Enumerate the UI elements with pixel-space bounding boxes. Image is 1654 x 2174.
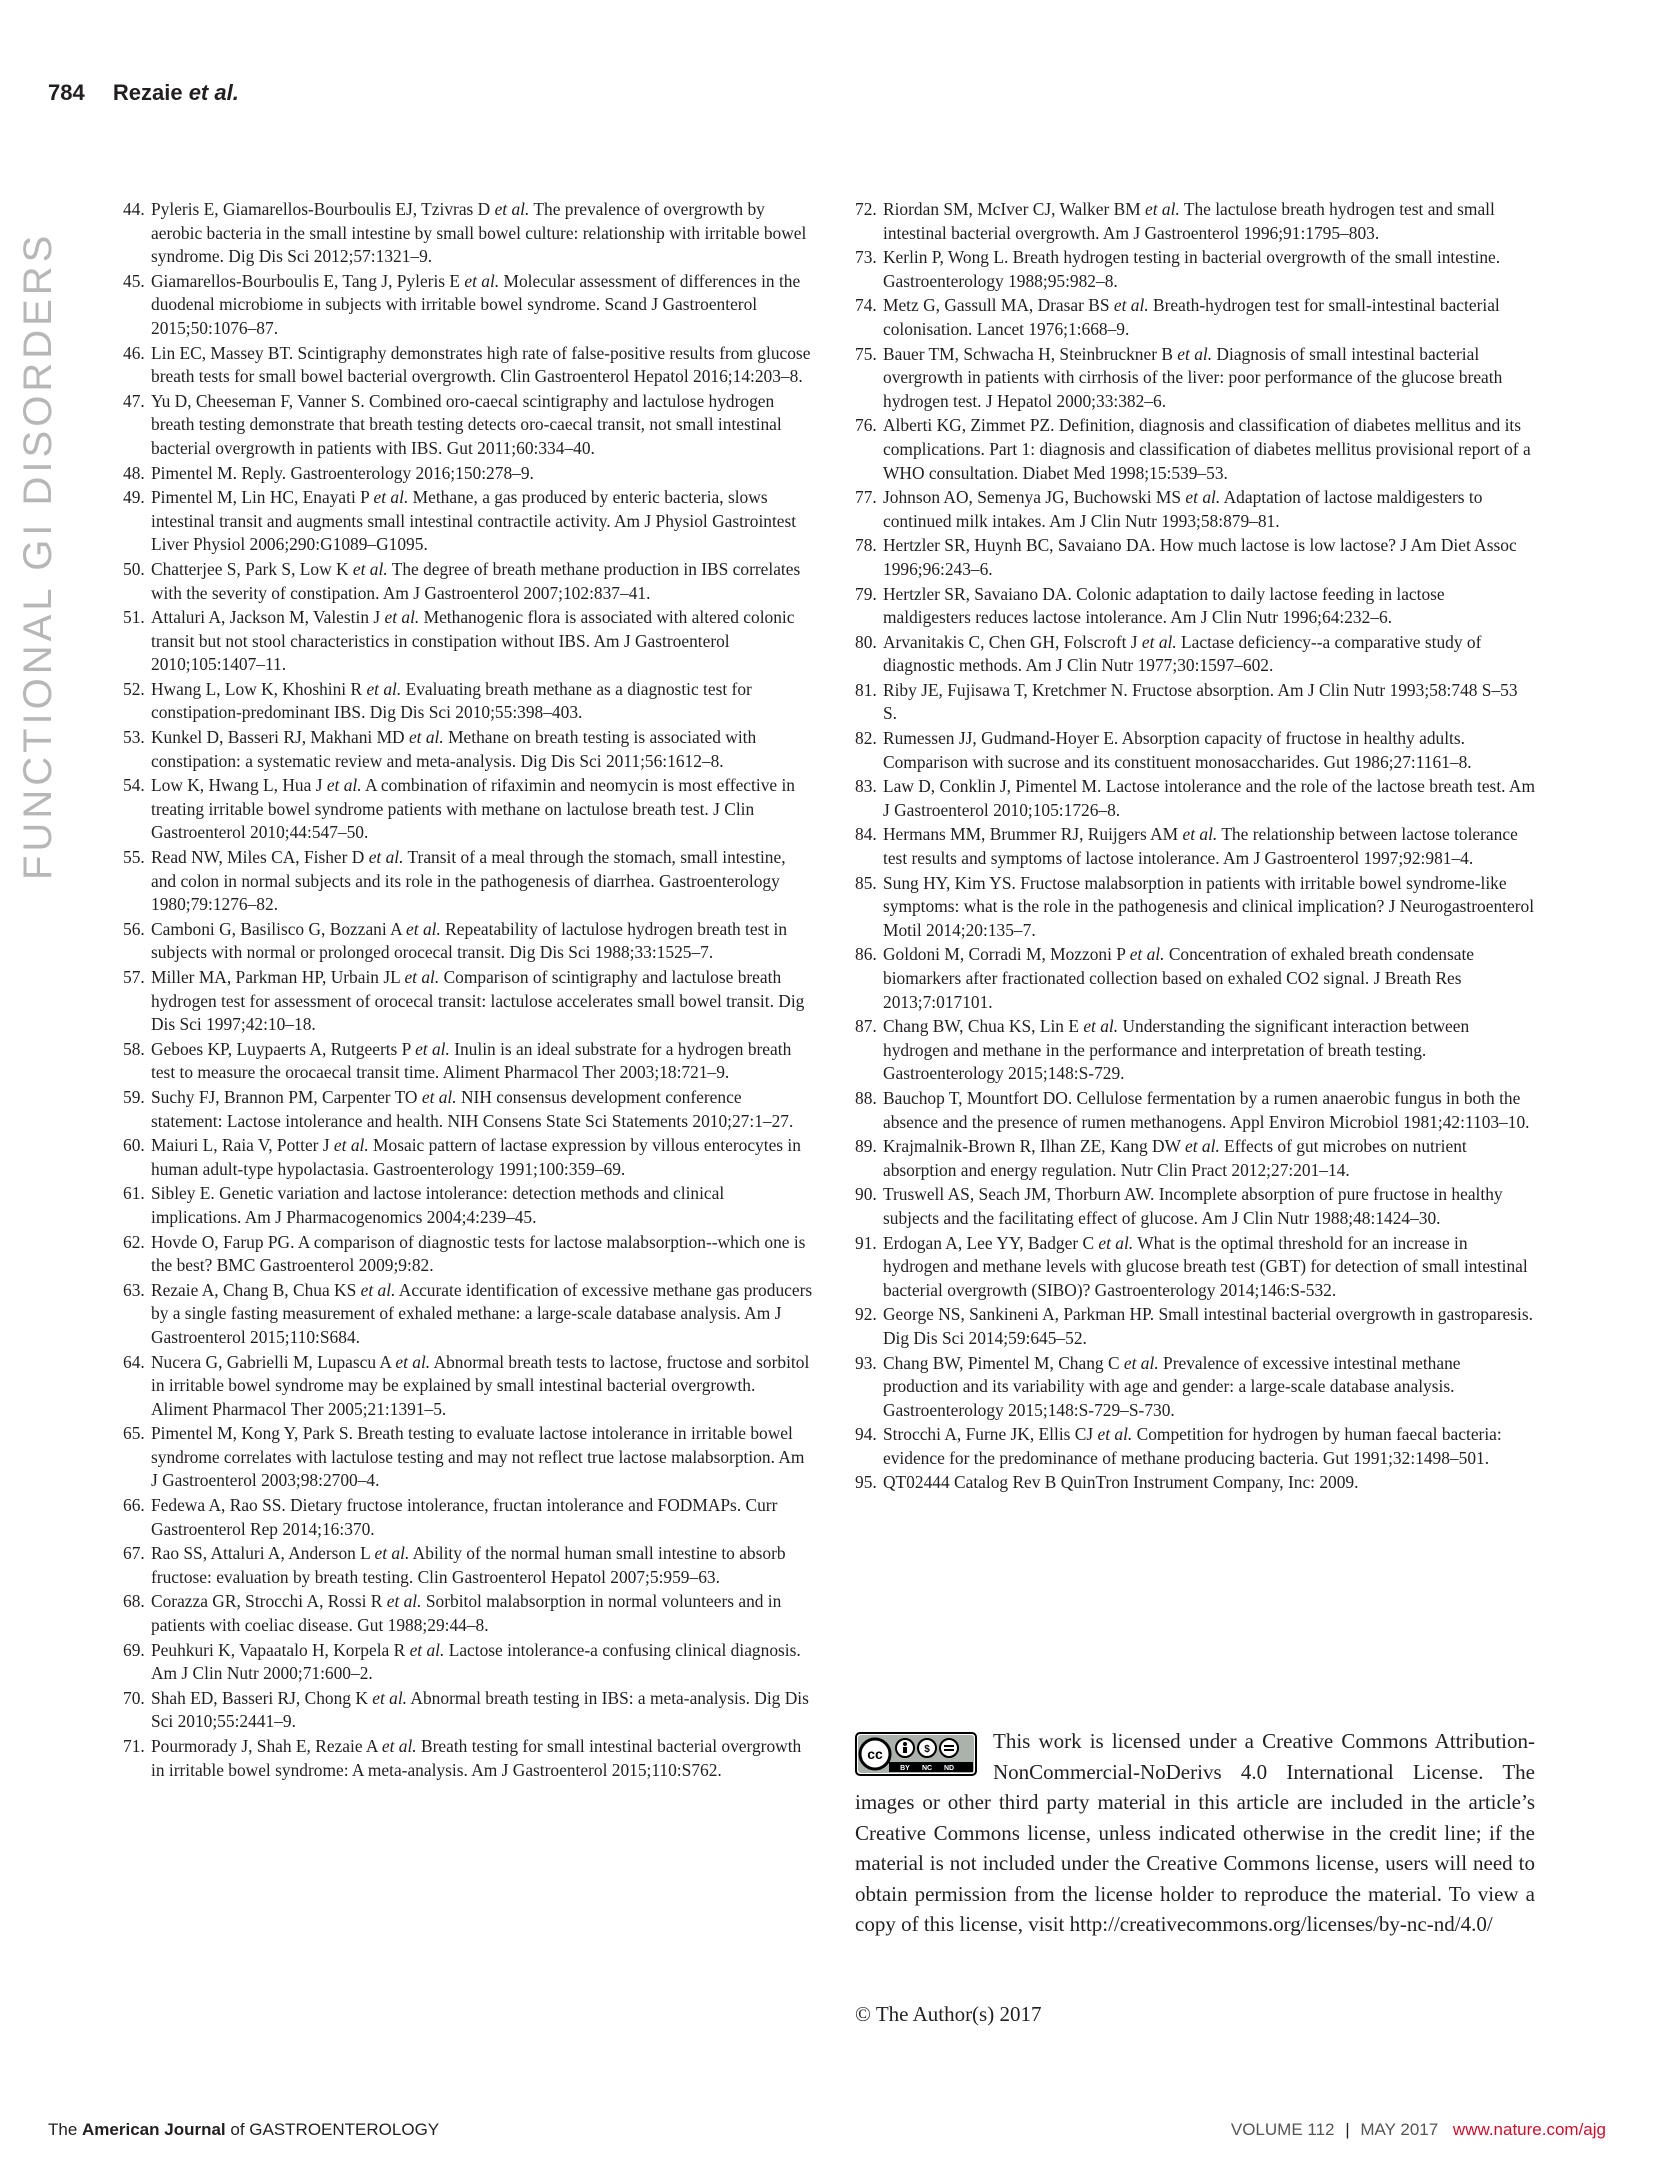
- reference-text: Riby JE, Fujisawa T, Kretchmer N. Fructose absorption. Am J Clin Nutr 1993;58:748 S–53 S.: [883, 679, 1518, 724]
- reference-number: 50.: [123, 558, 145, 579]
- reference-item: [123, 1590, 813, 1637]
- reference-item: [855, 679, 1535, 726]
- footer-issue: [1231, 2120, 1606, 2140]
- reference-item: [123, 1687, 813, 1734]
- reference-number: 56.: [123, 918, 145, 939]
- reference-etal: et al.: [1083, 1016, 1119, 1037]
- reference-etal: et al.: [1141, 631, 1177, 652]
- reference-text-tail: Accurate identification of excessive methane gas producers by a single fasting measurement of exhaled methane: a large-scale database analysis. Am J Gastroenterol 2015;110:S684.: [151, 1279, 813, 1347]
- reference-etal: et al.: [1123, 1352, 1159, 1373]
- reference-text: Johnson AO, Semenya JG, Buchowski MS: [883, 487, 1186, 508]
- reference-text: Bauer TM, Schwacha H, Steinbruckner B: [883, 343, 1178, 364]
- reference-item: [123, 342, 813, 389]
- reference-item: [123, 558, 813, 605]
- license-block: [855, 1726, 1535, 1940]
- reference-item: [855, 775, 1535, 822]
- footer-journal-of: of: [225, 2120, 250, 2139]
- reference-item: [855, 872, 1535, 943]
- reference-text: Geboes KP, Luypaerts A, Rutgeerts P: [151, 1038, 416, 1059]
- reference-number: 45.: [123, 270, 145, 291]
- reference-number: 79.: [855, 583, 877, 604]
- reference-text: Goldoni M, Corradi M, Mozzoni P: [883, 944, 1130, 965]
- reference-text-tail: Molecular assessment of differences in the duodenal microbiome in subjects with irritable bowel syndrome. Scand J Gastroenterol 2015;50:1076–87.: [151, 270, 801, 338]
- reference-number: 92.: [855, 1304, 877, 1325]
- reference-text: Sung HY, Kim YS. Fructose malabsorption in patients with irritable bowel syndrome-like symptoms: what is the role in the pathogenesis and clinical implication? J Neurogastroenterol Motil 2014;20:135–7.: [883, 872, 1535, 940]
- reference-item: [855, 1183, 1535, 1230]
- reference-number: 93.: [855, 1352, 877, 1373]
- reference-item: [855, 1423, 1535, 1470]
- reference-text-tail: Breath-hydrogen test for small-intestinal bacterial colonisation. Lancet 1976;1:668–9.: [883, 295, 1500, 339]
- reference-text-tail: Effects of gut microbes on nutrient absorption and energy regulation. Nutr Clin Pract 2012;27:201–14.: [883, 1136, 1467, 1180]
- reference-item: [123, 486, 813, 557]
- reference-text: Krajmalnik-Brown R, Ilhan ZE, Kang DW: [883, 1136, 1186, 1157]
- reference-number: 63.: [123, 1279, 145, 1300]
- reference-etal: et al.: [333, 1135, 369, 1156]
- reference-number: 94.: [855, 1424, 877, 1445]
- reference-text: Metz G, Gassull MA, Drasar BS: [883, 295, 1114, 316]
- reference-text-tail: The lactulose breath hydrogen test and small intestinal bacterial overgrowth. Am J Gastroenterol 1996;91:1795–803.: [883, 199, 1495, 243]
- reference-text-tail: Methane on breath testing is associated with constipation: a systematic review and meta-analysis. Dig Dis Sci 2011;56:1612–8.: [151, 727, 757, 771]
- reference-item: [855, 198, 1535, 245]
- reference-text: Kerlin P, Wong L. Breath hydrogen testing in bacterial overgrowth of the small intestine. Gastroenterology 1988;95:982–8.: [883, 247, 1501, 291]
- reference-text: Low K, Hwang L, Hua J: [151, 775, 327, 796]
- reference-etal: et al.: [408, 727, 444, 748]
- reference-item: [855, 1471, 1535, 1495]
- reference-text-tail: Adaptation of lactose maldigesters to continued milk intakes. Am J Clin Nutr 1993;58:879–81.: [883, 487, 1483, 531]
- reference-etal: et al.: [1129, 944, 1165, 965]
- reference-text: Pourmorady J, Shah E, Rezaie A: [151, 1736, 382, 1756]
- reference-item: [855, 823, 1535, 870]
- reference-number: 55.: [123, 847, 145, 868]
- reference-etal: et al.: [1182, 824, 1218, 845]
- section-side-label: FUNCTIONAL GI DISORDERS: [16, 231, 60, 880]
- reference-text: Yu D, Cheeseman F, Vanner S. Combined oro-caecal scintigraphy and lactulose hydrogen breath testing demonstrate that breath testing detects oro-caecal transit, not small intestinal bacterial overgrowth in patients with IBS. Gut 2011;60:334–40.: [151, 390, 782, 458]
- reference-number: 72.: [855, 199, 877, 219]
- reference-text-tail: NIH consensus development conference statement: Lactose intolerance and health. NIH Consens State Sci Statements 2010;27:1–27.: [151, 1086, 794, 1131]
- reference-text-tail: Concentration of exhaled breath condensate biomarkers after fractionated collection based on exhaled CO2 signal. J Breath Res 2013;7:017101.: [883, 944, 1474, 1012]
- reference-number: 54.: [123, 775, 145, 796]
- reference-text: Shah ED, Basseri RJ, Chong K: [151, 1687, 373, 1708]
- reference-item: [123, 606, 813, 677]
- reference-item: [123, 270, 813, 341]
- reference-item: [855, 1015, 1535, 1086]
- reference-text-tail: A combination of rifaximin and neomycin is most effective in treating irritable bowel syndrome patients with methane on lactulose breath test. J Clin Gastroenterol 2010;44:547–50.: [151, 775, 795, 843]
- reference-text: Chatterjee S, Park S, Low K: [151, 558, 353, 579]
- reference-text-tail: Diagnosis of small intestinal bacterial overgrowth in patients with cirrhosis of the liver: poor performance of the glucose breath hydrogen test. J Hepatol 2000;33:382–6.: [883, 343, 1503, 411]
- reference-number: 90.: [855, 1184, 877, 1205]
- reference-text-tail: Comparison of scintigraphy and lactulose breath hydrogen test for assessment of orocecal transit: lactulose accelerates small bowel transit. Dig Dis Sci 1997;42:10–18.: [151, 967, 805, 1035]
- reference-item: [123, 1735, 813, 1782]
- reference-number: 78.: [855, 535, 877, 556]
- reference-text: Nucera G, Gabrielli M, Lupascu A: [151, 1351, 396, 1372]
- reference-etal: et al.: [1097, 1424, 1133, 1445]
- svg-text:$: $: [924, 1744, 930, 1755]
- reference-etal: et al.: [1185, 487, 1221, 508]
- footer-journal: [48, 2120, 439, 2140]
- reference-item: [855, 534, 1535, 581]
- reference-text: Chang BW, Pimentel M, Chang C: [883, 1352, 1124, 1373]
- reference-text-tail: Ability of the normal human small intestine to absorb fructose: evaluation by breath testing. Clin Gastroenterol Hepatol 2007;5:959–63.: [151, 1543, 786, 1587]
- reference-text: Hovde O, Farup PG. A comparison of diagnostic tests for lactose malabsorption--which one is the best? BMC Gastroenterol 2009;9:82.: [151, 1231, 806, 1276]
- reference-item: [123, 1494, 813, 1541]
- reference-text: Pyleris E, Giamarellos-Bourboulis EJ, Tzivras D: [151, 199, 495, 219]
- reference-item: [123, 1639, 813, 1686]
- reference-item: [123, 1231, 813, 1278]
- reference-etal: et al.: [395, 1351, 431, 1372]
- reference-number: 59.: [123, 1086, 145, 1107]
- reference-number: 52.: [123, 678, 145, 699]
- reference-number: 73.: [855, 247, 877, 268]
- header-etal: et al.: [188, 80, 239, 105]
- reference-text-tail: Lactase deficiency--a comparative study of diagnostic methods. Am J Clin Nutr 1977;30:1597–602.: [883, 631, 1482, 676]
- reference-item: [855, 343, 1535, 414]
- reference-etal: et al.: [374, 1543, 410, 1564]
- reference-text-tail: Evaluating breath methane as a diagnostic test for constipation-predominant IBS. Dig Dis Sci 2010;55:398–403.: [151, 678, 752, 723]
- reference-number: 80.: [855, 631, 877, 652]
- reference-text-tail: The prevalence of overgrowth by aerobic bacteria in the small intestine by small bowel culture: relationship with irritable bowel syndrome. Dig Dis Sci 2012;57:1321–9.: [151, 199, 807, 267]
- reference-item: [855, 1352, 1535, 1423]
- reference-etal: et al.: [415, 1038, 450, 1059]
- reference-item: [123, 1542, 813, 1589]
- reference-text-tail: Lactose intolerance-a confusing clinical diagnosis. Am J Clin Nutr 2000;71:600–2.: [151, 1639, 801, 1684]
- reference-text: Camboni G, Basilisco G, Bozzani A: [151, 918, 407, 939]
- license-text: This work is licensed under a Creative Commons Attribution-NonCommercial-NoDerivs 4.0 International License. The images or other third party material in this article are included in the article’s Creative Commons license, unless indicated otherwise in the credit line; if the material is not included under the Creative Commons license, users will need to obtain permission from the license holder to reproduce the material. To view a copy of this license, visit http://creativecommons.org/licenses/by-nc-nd/4.0/: [855, 1729, 1535, 1936]
- reference-item: [123, 1351, 813, 1422]
- reference-item: [123, 198, 813, 269]
- reference-etal: et al.: [409, 1639, 445, 1660]
- reference-etal: et al.: [366, 678, 402, 699]
- reference-etal: et al.: [464, 270, 500, 291]
- reference-number: 49.: [123, 487, 145, 508]
- reference-number: 77.: [855, 487, 877, 508]
- reference-text: Chang BW, Chua KS, Lin E: [883, 1016, 1084, 1037]
- reference-text-tail: Abnormal breath tests to lactose, fructose and sorbitol in irritable bowel syndrome may be explained by small intestinal bacterial overgrowth. Aliment Pharmacol Ther 2005;21:1391–5.: [151, 1351, 810, 1419]
- reference-number: 44.: [123, 199, 145, 219]
- reference-number: 81.: [855, 679, 877, 700]
- reference-etal: et al.: [381, 1736, 417, 1756]
- reference-text: Giamarellos-Bourboulis E, Tang J, Pyleris E: [151, 270, 465, 291]
- reference-item: [855, 943, 1535, 1014]
- reference-text-tail: Sorbitol malabsorption in normal volunteers and in patients with coeliac disease. Gut 1988;29:44–8.: [151, 1591, 782, 1636]
- cc-badge-label: cc: [867, 1746, 883, 1762]
- reference-text-tail: Methane, a gas produced by enteric bacteria, slows intestinal transit and augments small intestinal contractile activity. Am J Physiol Gastrointest Liver Physiol 2006;290:G1089–G1095.: [151, 487, 797, 555]
- reference-number: 57.: [123, 967, 145, 987]
- reference-text-tail: The degree of breath methane production in IBS correlates with the severity of constipation. Am J Gastroenterol 2007;102:837–41.: [151, 558, 801, 603]
- reference-text: Fedewa A, Rao SS. Dietary fructose intolerance, fructan intolerance and FODMAPs. Curr Gastroenterol Rep 2014;16:370.: [151, 1495, 778, 1539]
- reference-number: 48.: [123, 462, 145, 483]
- page-number: 784: [48, 80, 85, 105]
- reference-text: Lin EC, Massey BT. Scintigraphy demonstrates high rate of false-positive results from glucose breath tests for small bowel bacterial overgrowth. Clin Gastroenterol Hepatol 2016;14:203–8.: [151, 342, 811, 387]
- reference-text: Law D, Conklin J, Pimentel M. Lactose intolerance and the role of the lactose breath test. Am J Gastroenterol 2010;105:1726–8.: [883, 776, 1535, 820]
- reference-etal: et al.: [1177, 343, 1213, 364]
- reference-number: 95.: [855, 1472, 877, 1493]
- footer-journal-prefix: The: [48, 2120, 83, 2139]
- reference-item: [123, 774, 813, 845]
- reference-text: Rezaie A, Chang B, Chua KS: [151, 1279, 361, 1300]
- reference-text: Attaluri A, Jackson M, Valestin J: [151, 607, 385, 628]
- footer-volume: VOLUME 112: [1230, 2120, 1335, 2139]
- reference-text-tail: Understanding the significant interaction between hydrogen and methane in the performance and interpretation of breath testing. Gastroenterology 2015;148:S-729.: [883, 1016, 1470, 1084]
- reference-number: 46.: [123, 342, 145, 363]
- reference-text: Hermans MM, Brummer RJ, Ruijgers AM: [883, 824, 1183, 845]
- reference-item: [123, 678, 813, 725]
- reference-item: [123, 966, 813, 1037]
- reference-text: Sibley E. Genetic variation and lactose intolerance: detection methods and clinical implications. Am J Pharmacogenomics 2004;4:239–45.: [151, 1183, 725, 1227]
- footer-journal-bold: American Journal: [82, 2120, 226, 2139]
- reference-etal: et al.: [384, 607, 420, 628]
- reference-item: [123, 846, 813, 917]
- reference-text: Truswell AS, Seach JM, Thorburn AW. Incomplete absorption of pure fructose in healthy subjects and the facilitating effect of glucose. Am J Clin Nutr 1988;48:1424–30.: [883, 1184, 1503, 1228]
- reference-number: 47.: [123, 390, 145, 411]
- footer-separator: |: [1345, 2120, 1350, 2139]
- reference-text: Riordan SM, McIver CJ, Walker BM: [883, 199, 1146, 219]
- reference-text: Hertzler SR, Savaiano DA. Colonic adaptation to daily lactose feeding in lactose maldigesters reduces lactose intolerance. Am J Clin Nutr 1996;64:232–6.: [883, 583, 1445, 628]
- reference-item: [123, 1134, 813, 1181]
- reference-number: 67.: [123, 1543, 145, 1564]
- reference-text-tail: The relationship between lactose tolerance test results and symptoms of lactose intolerance. Am J Gastroenterol 1997;92:981–4.: [883, 824, 1518, 869]
- reference-number: 51.: [123, 607, 145, 628]
- reference-text: Alberti KG, Zimmet PZ. Definition, diagnosis and classification of diabetes mellitus and its complications. Part 1: diagnosis and classification of diabetes mellitus provisional report of a WHO consultation. Diabet Med 1998;15:539–53.: [883, 415, 1531, 483]
- reference-text-tail: Methanogenic flora is associated with altered colonic transit but not stool characteristics in constipation without IBS. Am J Gastroenterol 2010;105:1407–11.: [151, 607, 795, 675]
- reference-text-tail: Inulin is an ideal substrate for a hydrogen breath test to measure the orocaecal transit time. Aliment Pharmacol Ther 2003;18:721–9.: [151, 1038, 792, 1083]
- reference-number: 53.: [123, 727, 145, 748]
- reference-number: 61.: [123, 1183, 145, 1204]
- copyright-line: © The Author(s) 2017: [855, 2002, 1042, 2026]
- reference-text: Peuhkuri K, Vapaatalo H, Korpela R: [151, 1639, 410, 1660]
- reference-number: 88.: [855, 1087, 877, 1108]
- reference-text: QT02444 Catalog Rev B QuinTron Instrument Company, Inc: 2009.: [883, 1472, 1359, 1493]
- reference-etal: et al.: [1185, 1136, 1220, 1157]
- header-author: Rezaie: [112, 80, 183, 105]
- reference-text: Corazza GR, Strocchi A, Rossi R: [151, 1591, 387, 1612]
- reference-number: 69.: [123, 1639, 145, 1660]
- reference-text: Suchy FJ, Brannon PM, Carpenter TO: [151, 1086, 422, 1107]
- cc-by-nc-nd-icon[interactable]: [855, 1732, 977, 1776]
- reference-number: 60.: [123, 1135, 145, 1156]
- reference-text: Maiuri L, Raia V, Potter J: [151, 1135, 334, 1156]
- reference-item: [123, 1038, 813, 1085]
- reference-number: 76.: [855, 415, 877, 436]
- reference-text: Pimentel M, Kong Y, Park S. Breath testing to evaluate lactose intolerance in irritable bowel syndrome correlates with lactulose testing and may not reflect true lactose malabsorption. Am J Gastroenterol 2003;98:2700–4.: [151, 1423, 805, 1491]
- reference-item: [123, 1086, 813, 1133]
- reference-item: [123, 726, 813, 773]
- reference-text: Pimentel M. Reply. Gastroenterology 2016;150:278–9.: [151, 462, 534, 483]
- reference-etal: et al.: [1145, 199, 1180, 219]
- reference-text: Hwang L, Low K, Khoshini R: [151, 678, 367, 699]
- reference-etal: et al.: [360, 1279, 396, 1300]
- reference-item: [855, 294, 1535, 341]
- reference-number: 71.: [123, 1736, 145, 1756]
- reference-text: Kunkel D, Basseri RJ, Makhani MD: [151, 727, 409, 748]
- reference-text: Hertzler SR, Huynh BC, Savaiano DA. How much lactose is low lactose? J Am Diet Assoc 1996;96:243–6.: [883, 535, 1517, 579]
- reference-number: 84.: [855, 824, 877, 845]
- reference-etal: et al.: [1113, 295, 1149, 316]
- reference-item: [123, 1279, 813, 1350]
- reference-etal: et al.: [372, 1687, 408, 1708]
- reference-etal: et al.: [373, 487, 409, 508]
- nc-badge-label: NC: [921, 1765, 933, 1772]
- reference-text-tail: Abnormal breath testing in IBS: a meta-analysis. Dig Dis Sci 2010;55:2441–9.: [151, 1687, 809, 1732]
- nd-badge-label: ND: [943, 1765, 955, 1772]
- reference-number: 65.: [123, 1423, 145, 1444]
- reference-text-tail: Breath testing for small intestinal bacterial overgrowth in irritable bowel syndrome: A meta-analysis. Am J Gastroenterol 2015;110:S762.: [151, 1736, 802, 1780]
- references-right-column: [855, 198, 1535, 1496]
- reference-number: 64.: [123, 1351, 145, 1372]
- by-badge-label: BY: [900, 1765, 910, 1772]
- reference-item: [855, 414, 1535, 485]
- reference-number: 87.: [855, 1016, 877, 1037]
- reference-etal: et al.: [326, 775, 362, 796]
- reference-number: 62.: [123, 1231, 145, 1252]
- reference-text: Strocchi A, Furne JK, Ellis CJ: [883, 1424, 1098, 1445]
- reference-number: 68.: [123, 1591, 145, 1612]
- reference-etal: et al.: [494, 199, 530, 219]
- footer-journal-link[interactable]: www.nature.com/ajg: [1452, 2120, 1606, 2139]
- reference-etal: et al.: [404, 967, 440, 987]
- reference-etal: et al.: [368, 847, 404, 868]
- reference-number: 91.: [855, 1232, 877, 1253]
- reference-text: Rumessen JJ, Gudmand-Hoyer E. Absorption capacity of fructose in healthy adults. Comparison with sucrose and its constituent monosaccharides. Gut 1986;27:1161–8.: [883, 728, 1472, 772]
- reference-item: [123, 1182, 813, 1229]
- reference-text-tail: Mosaic pattern of lactase expression by villous enterocytes in human adult-type hypolactasia. Gastroenterology 1991;100:359–69.: [151, 1135, 801, 1179]
- reference-item: [855, 1135, 1535, 1182]
- reference-text: Rao SS, Attaluri A, Anderson L: [151, 1543, 375, 1564]
- reference-item: [855, 727, 1535, 774]
- reference-text: Miller MA, Parkman HP, Urbain JL: [151, 967, 405, 987]
- reference-item: [855, 631, 1535, 678]
- reference-item: [855, 486, 1535, 533]
- reference-item: [855, 583, 1535, 630]
- reference-text-tail: Repeatability of lactulose hydrogen breath test in subjects with normal or prolonged orocecal transit. Dig Dis Sci 1988;33:1525–7.: [151, 918, 788, 963]
- reference-text: Read NW, Miles CA, Fisher D: [151, 847, 369, 868]
- reference-text-tail: Competition for hydrogen by human faecal bacteria: evidence for the predominance of methane producing bacteria. Gut 1991;32:1498–501.: [883, 1424, 1502, 1468]
- reference-etal: et al.: [386, 1591, 422, 1612]
- reference-text: Erdogan A, Lee YY, Badger C: [883, 1232, 1099, 1253]
- reference-item: [855, 1087, 1535, 1134]
- reference-item: [123, 918, 813, 965]
- reference-number: 66.: [123, 1495, 145, 1516]
- reference-number: 75.: [855, 343, 877, 364]
- reference-item: [855, 1303, 1535, 1350]
- reference-number: 82.: [855, 728, 877, 749]
- reference-item: [855, 246, 1535, 293]
- reference-text: Arvanitakis C, Chen GH, Folscroft J: [883, 631, 1142, 652]
- reference-number: 86.: [855, 944, 877, 965]
- footer-journal-name: GASTROENTEROLOGY: [249, 2120, 440, 2139]
- reference-text-tail: What is the optimal threshold for an increase in hydrogen and methane levels with glucose breath test (GBT) for detection of small intestinal bacterial overgrowth (SIBO)? Gastroenterology 2014;146:S-532.: [883, 1232, 1528, 1300]
- reference-number: 58.: [123, 1038, 145, 1059]
- reference-item: [123, 462, 813, 486]
- reference-etal: et al.: [421, 1086, 457, 1107]
- reference-number: 89.: [855, 1136, 877, 1157]
- reference-text: Pimentel M, Lin HC, Enayati P: [151, 487, 374, 508]
- reference-number: 83.: [855, 776, 877, 797]
- reference-etal: et al.: [406, 918, 441, 939]
- running-header: [48, 80, 239, 106]
- reference-item: [855, 1232, 1535, 1303]
- footer-date: MAY 2017: [1360, 2120, 1439, 2139]
- reference-number: 74.: [855, 295, 877, 316]
- reference-etal: et al.: [1098, 1232, 1134, 1253]
- reference-text: George NS, Sankineni A, Parkman HP. Small intestinal bacterial overgrowth in gastroparesis. Dig Dis Sci 2014;59:645–52.: [883, 1304, 1533, 1348]
- references-left-column: [123, 198, 813, 1783]
- reference-text: Bauchop T, Mountfort DO. Cellulose fermentation by a rumen anaerobic fungus in both the absence and the presence of rumen methanogens. Appl Environ Microbiol 1981;42:1103–10.: [883, 1087, 1530, 1132]
- reference-text-tail: Prevalence of excessive intestinal methane production and its variability with age and gender: a large-scale database analysis. Gastroenterology 2015;148:S-729–S-730.: [883, 1352, 1461, 1420]
- reference-item: [123, 1422, 813, 1493]
- reference-text-tail: Transit of a meal through the stomach, small intestine, and colon in normal subjects and its role in the pathogenesis of diarrhea. Gastroenterology 1980;79:1276–82.: [151, 847, 786, 915]
- reference-etal: et al.: [352, 558, 388, 579]
- reference-number: 70.: [123, 1687, 145, 1708]
- reference-item: [123, 390, 813, 461]
- reference-number: 85.: [855, 872, 877, 893]
